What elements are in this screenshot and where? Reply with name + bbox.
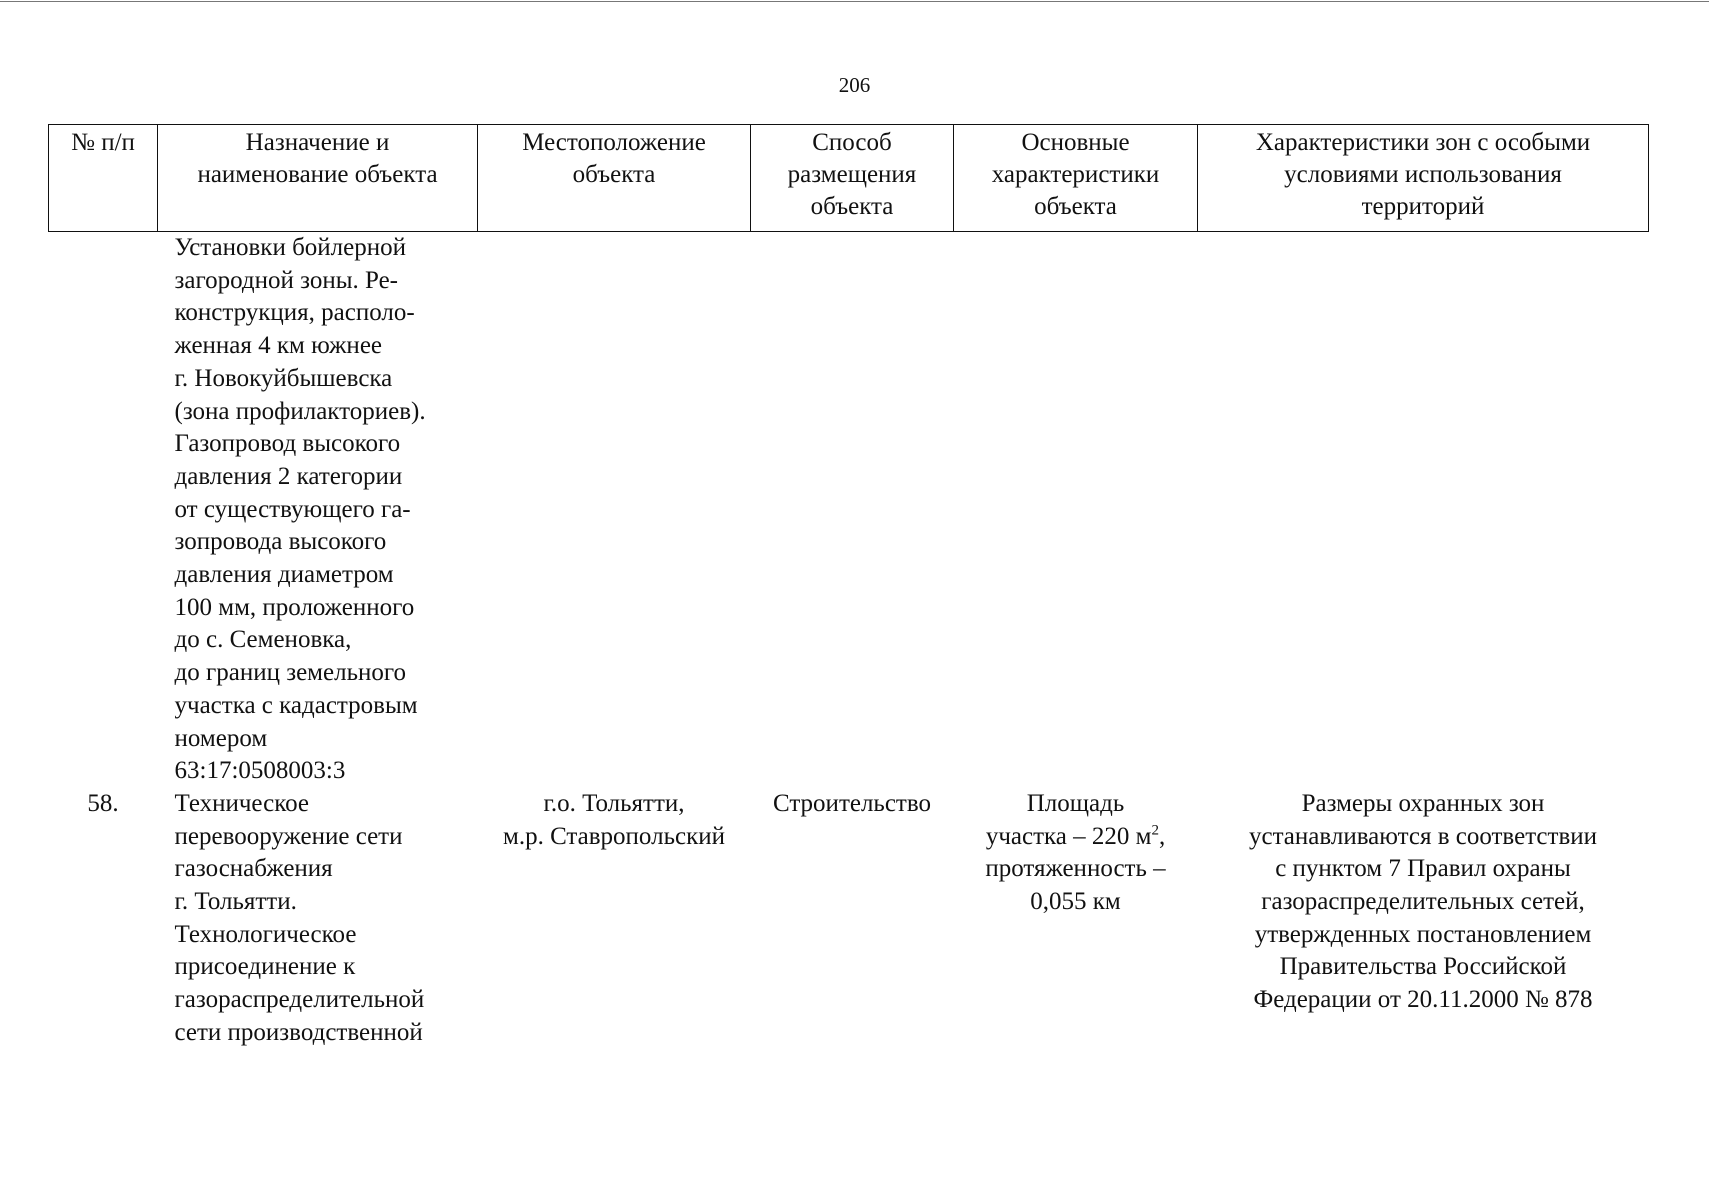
header-zones: Характеристики зон с особыми условиями использования территорий <box>1198 125 1649 232</box>
cell-name: Установки бойлерной загородной зоны. Ре- конструкция, располо- женная 4 км южнее г. Новокуйбышевска (зона профилакториев). Газопровод высокого давления 2 категории от существующего га- зопровода высокого давления диаметром 100 мм, проложенного до с. Семеновка, до границ земельного участка с кадастровым номером 63:17:0508003:3 <box>174 234 426 785</box>
cell-name: Техническое перевооружение сети газоснабжения г. Тольятти. Технологическое присоединение к газораспределительной сети производственной <box>174 789 425 1046</box>
cell-location <box>478 232 751 788</box>
cell-characteristics: Площадь участка – 220 $м^2$, протяженность – 0,055 км <box>985 789 1166 916</box>
cell-method <box>751 232 954 788</box>
table-header <box>49 125 1649 232</box>
cell-method: Строительство <box>772 789 931 817</box>
table-row <box>49 232 1649 788</box>
cell-zones: Размеры охранных зон устанавливаются в соответствии с пунктом 7 Правил охраны газораспределительных сетей, утвержденных постановлением Правительства Российской Федерации от 20.11.2000 № 878 <box>1248 789 1598 1014</box>
table-row <box>49 788 1649 1050</box>
header-location: Местоположение объекта <box>478 125 751 232</box>
cell-num <box>49 232 158 788</box>
cell-location: г.о. Тольятти, м.р. Ставропольский <box>503 789 725 850</box>
header-characteristics: Основные характеристики объекта <box>954 125 1198 232</box>
header-method: Способ размещения объекта <box>751 125 954 232</box>
page-number: 206 <box>838 73 871 97</box>
cell-characteristics <box>954 232 1198 788</box>
top-rule <box>0 1 1709 2</box>
cell-zones <box>1198 232 1649 788</box>
objects-table <box>48 124 1649 1050</box>
header-name: Назначение и наименование объекта <box>158 125 478 232</box>
cell-num: 58. <box>87 789 119 817</box>
header-num: № п/п <box>49 125 158 232</box>
